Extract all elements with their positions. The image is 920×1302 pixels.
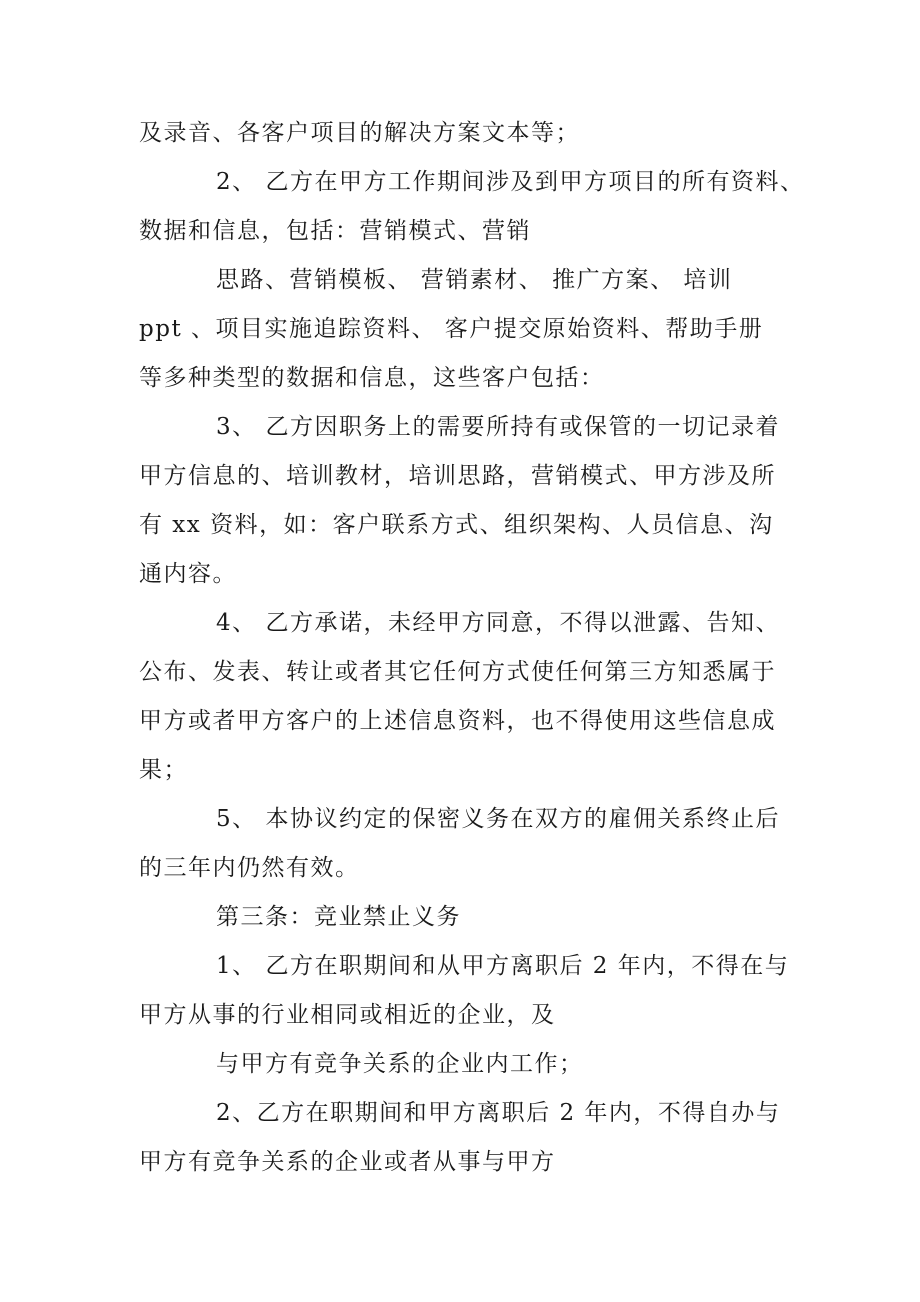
text-line: 公布、发表、转让或者其它任何方式使任何第三方知悉属于 (139, 659, 776, 685)
text-line: 2、 乙方在甲方工作期间涉及到甲方项目的所有资料、 (216, 169, 805, 195)
text-line: 等多种类型的数据和信息，这些客户包括： (139, 365, 605, 391)
text-line: 1、 乙方在职期间和从甲方离职后 2 年内，不得在与 (216, 953, 790, 979)
text-line: 甲方信息的、培训教材，培训思路，营销模式、甲方涉及所 (139, 463, 776, 489)
text-line: 数据和信息，包括：营销模式、营销 (139, 218, 531, 244)
text-line: 通内容。 (139, 561, 237, 587)
text-line: 4、 乙方承诺，未经甲方同意，不得以泄露、告知、 (216, 610, 780, 636)
text-line: ppt 、项目实施追踪资料、 客户提交原始资料、帮助手册 (139, 316, 764, 342)
text-line: 甲方或者甲方客户的上述信息资料，也不得使用这些信息成 (139, 708, 776, 734)
text-line: 2、乙方在职期间和甲方离职后 2 年内，不得自办与 (216, 1100, 781, 1126)
text-line: 3、 乙方因职务上的需要所持有或保管的一切记录着 (216, 414, 780, 440)
text-line: 思路、营销模板、 营销素材、 推广方案、 培训 (216, 267, 733, 293)
text-line: 有 xx 资料，如：客户联系方式、组织架构、人员信息、沟 (139, 512, 774, 538)
text-line: 甲方有竞争关系的企业或者从事与甲方 (139, 1149, 556, 1175)
text-line: 与甲方有竞争关系的企业内工作； (216, 1051, 584, 1077)
text-line: 果； (139, 757, 188, 783)
text-line: 5、 本协议约定的保密义务在双方的雇佣关系终止后 (216, 806, 780, 832)
text-line: 的三年内仍然有效。 (139, 855, 360, 881)
section-heading: 第三条：竞业禁止义务 (216, 904, 461, 930)
text-line: 甲方从事的行业相同或相近的企业，及 (139, 1002, 556, 1028)
text-line: 及录音、各客户项目的解决方案文本等； (139, 120, 580, 146)
